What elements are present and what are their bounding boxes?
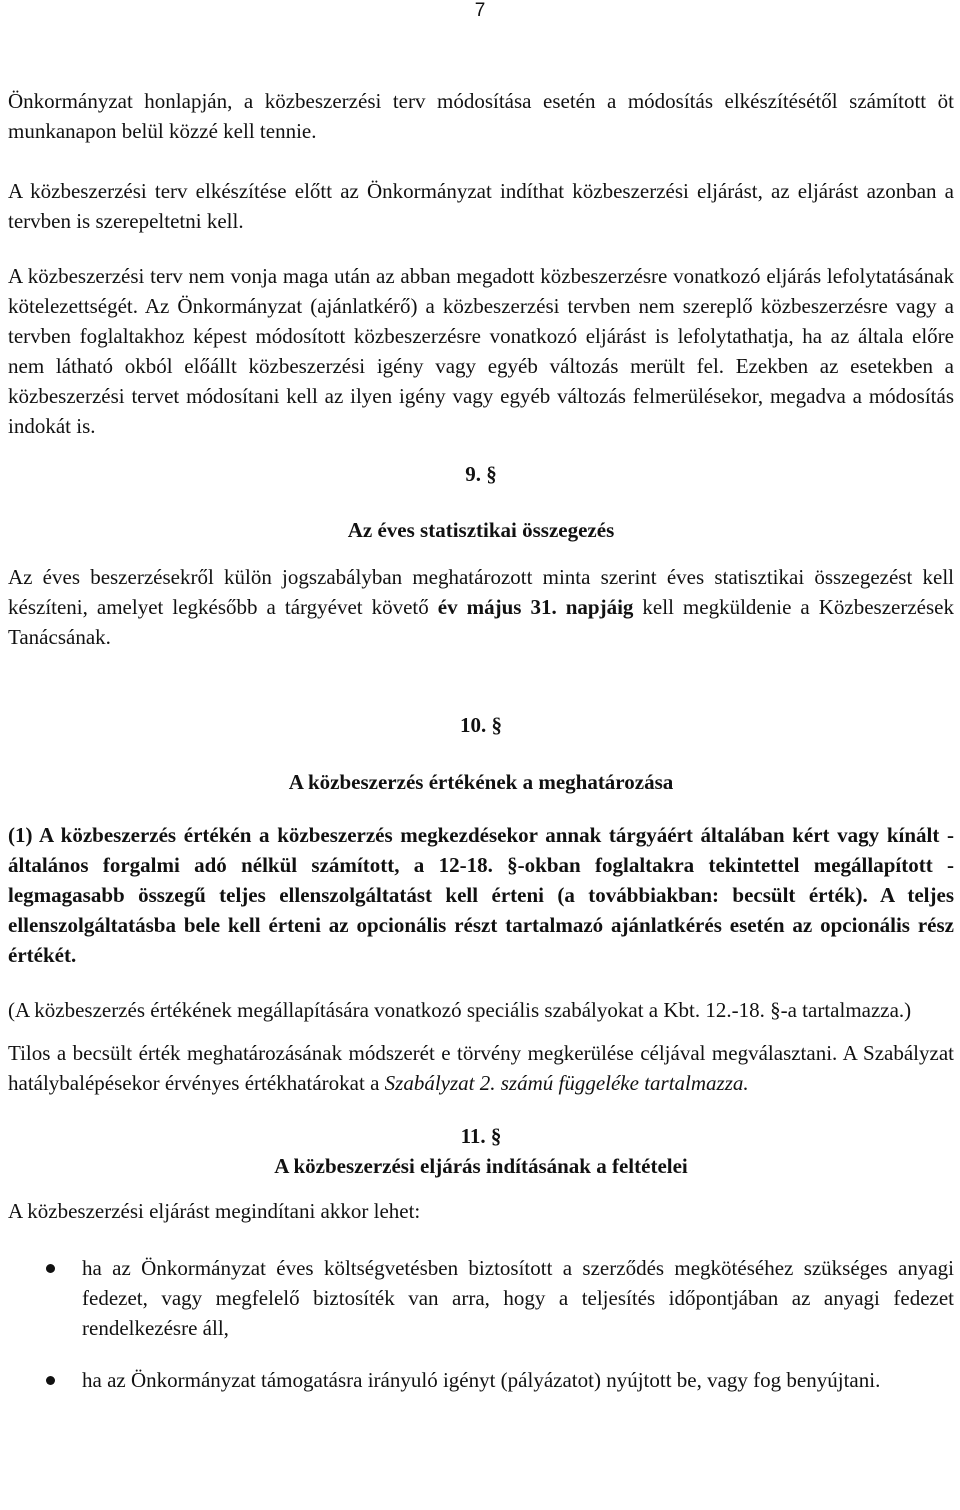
paragraph: (1) A közbeszerzés értékén a közbeszerzés megkezdésekor annak tárgyáért általában kért vagy kínált - általános forgalmi adó nélkül számított, a 12-18. §-okban foglaltakra tekintettel megállapított - legmagasabb összegű teljes ellenszolgáltatást kell érteni (a továbbiakban: becsült érték). A teljes ellenszolgáltatásba bele kell érteni az opcionális részt tartalmazó ajánlatkérés esetén az opcionális rész értékét. [8, 823, 954, 967]
paragraph-text: Tilos a becsült érték meghatározásának módszerét e törvény megkerülése céljával megválasztani. A Szabályzat hatálybalépésekor érvényes értékhatárokat a [8, 1041, 954, 1095]
section-number: 10. § [460, 713, 502, 737]
list-item-text: ha az Önkormányzat éves költségvetésben biztosított a szerződés megkötéséhez szükséges anyagi fedezet, vagy megfelelő biztosíték van arra, hogy a teljesítés időpontjában az anyagi fedezet rendelkezésre áll, [82, 1256, 954, 1340]
paragraph-text: Az éves beszerzésekről külön jogszabályban meghatározott minta szerint éves statisztikai összegezést kell készíteni, amelyet legkésőbb a tárgyévet követő [8, 565, 954, 619]
list-item [8, 1253, 954, 1343]
bullet-list [8, 1253, 954, 1395]
appendix-reference: Szabályzat 2. számú függeléke tartalmazza. [384, 1071, 749, 1095]
bullet-icon [46, 1264, 55, 1273]
section-title: Az éves statisztikai összegezés [347, 518, 615, 542]
section-title: A közbeszerzési eljárás indításának a feltételei [274, 1154, 688, 1178]
document-body [8, 86, 954, 1395]
section-title: A közbeszerzés értékének a meghatározása [288, 770, 674, 794]
paragraph-text: kell megküldenie a Közbeszerzések Tanácsának. [8, 595, 954, 649]
paragraph: A közbeszerzési terv nem vonja maga után az abban megadott közbeszerzésre vonatkozó eljárás lefolytatásának kötelezettségét. Az Önkormányzat (ajánlatkérő) a közbeszerzési tervben nem szereplő közbeszerzésre vagy a tervben foglaltakhoz képest módosított közbeszerzésre vonatkozó eljárást is lefolytathatja, ha az általa előre nem látható okból előállt közbeszerzési igény vagy egyéb változás merült fel. Ezekben az esetekben a közbeszerzési tervet módosítani kell az ilyen igény vagy egyéb változás felmerülésekor, megadva a módosítás indokát is. [8, 264, 954, 438]
deadline-text: év május 31. napjáig [437, 595, 634, 619]
paragraph: (A közbeszerzés értékének megállapítására vonatkozó speciális szabályokat a Kbt. 12.-18. §-a tartalmazza.) [8, 998, 912, 1022]
section-number: 11. § [460, 1124, 502, 1148]
list-item [8, 1365, 954, 1395]
bullet-icon [46, 1376, 55, 1385]
paragraph: A közbeszerzési terv elkészítése előtt az Önkormányzat indíthat közbeszerzési eljárást, az eljárást azonban a tervben is szerepeltetni kell. [8, 179, 954, 233]
paragraph: A közbeszerzési eljárást megindítani akkor lehet: [8, 1199, 421, 1223]
paragraph: Önkormányzat honlapján, a közbeszerzési terv módosítása esetén a módosítás elkészítésétől számított öt munkanapon belül közzé kell tennie. [8, 89, 954, 143]
section-number: 9. § [465, 462, 497, 486]
page-number: 7 [474, 0, 486, 21]
list-item-text: ha az Önkormányzat támogatásra irányuló igényt (pályázatot) nyújtott be, vagy fog benyújtani. [82, 1368, 881, 1392]
paragraph [8, 562, 954, 652]
paragraph [8, 1038, 954, 1098]
